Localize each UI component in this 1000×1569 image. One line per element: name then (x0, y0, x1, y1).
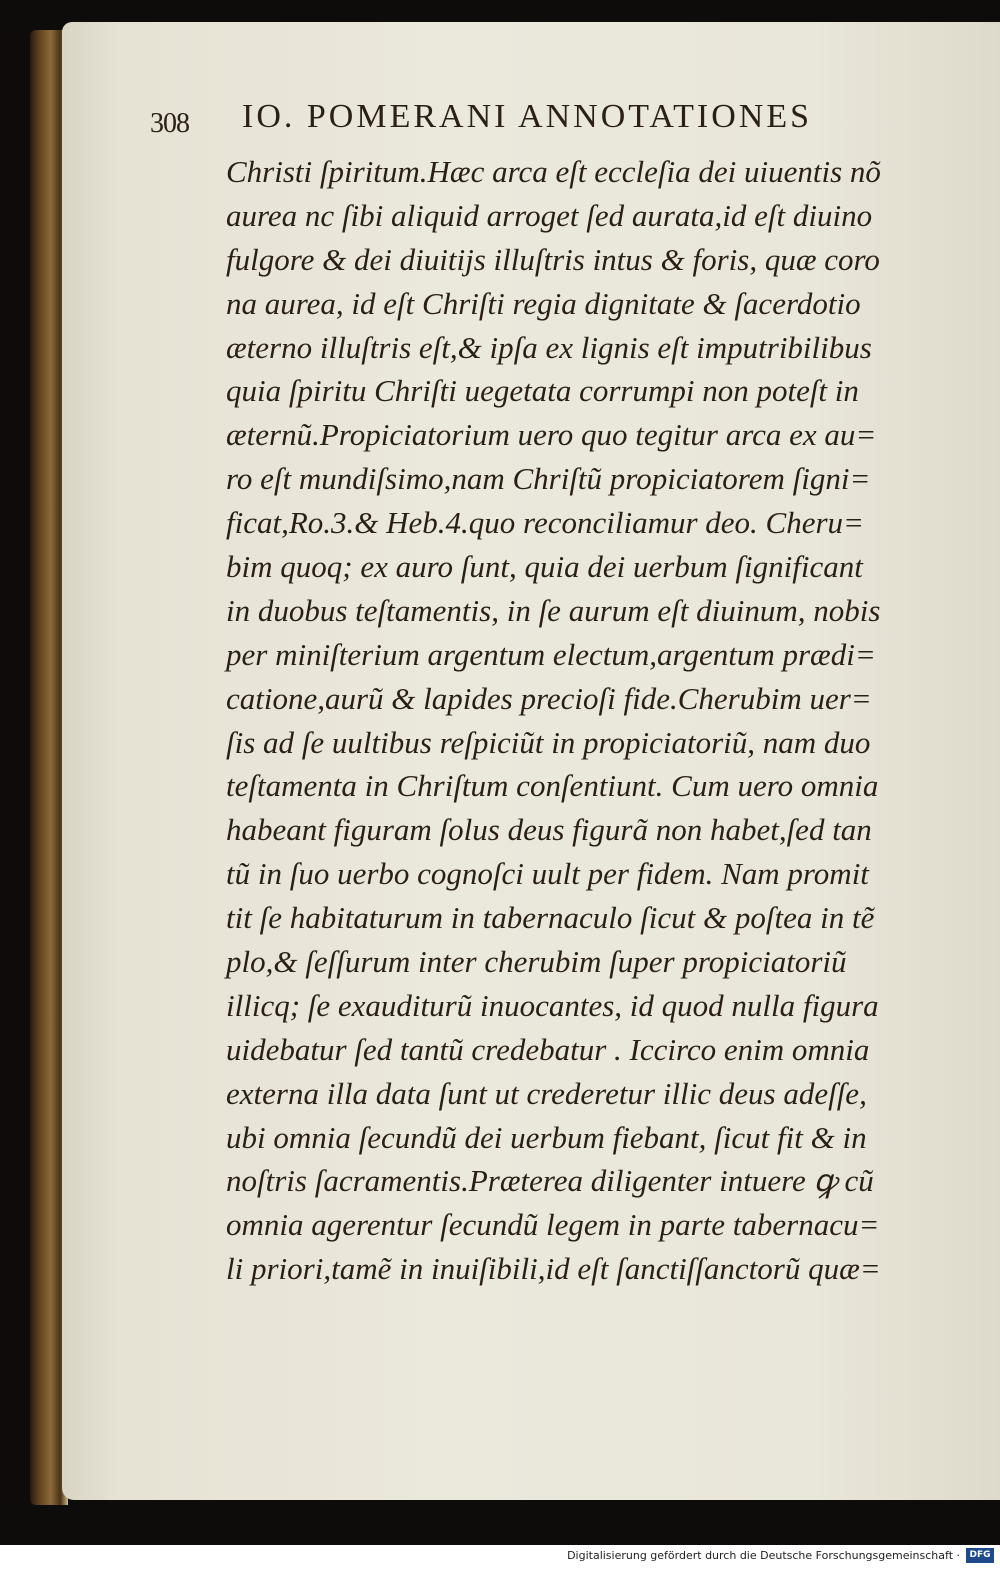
text-line: aurea nc ſibi aliquid arroget ſed aurata,id eſt diuino (226, 197, 873, 233)
text-line: li priori,tamẽ in inuiſibili,id eſt ſanctiſſanctorũ quæ= (226, 1251, 881, 1287)
page-number: 308 (150, 108, 189, 139)
text-line: illicq; ſe exauditurũ inuocantes, id quod nulla figura (226, 987, 879, 1023)
text-line: ro eſt mundiſsimo,nam Chriſtũ propiciatorem ſigni= (226, 461, 871, 497)
page-header (150, 96, 890, 146)
text-line: æterno illuſtris eſt,& ipſa ex lignis eſt imputribilibus (226, 329, 872, 365)
text-line: fulgore & dei diuitijs illuſtris intus & foris, quæ coro (226, 241, 880, 277)
running-head: IO. POMERANI ANNOTATIONES (242, 98, 812, 135)
text-line: tũ in ſuo uerbo cognoſci uult per fidem. Nam promit (226, 856, 869, 892)
text-line: teſtamenta in Chriſtum conſentiunt. Cum uero omnia (226, 768, 879, 804)
text-line: habeant figuram ſolus deus figurã non habet,ſed tan (226, 812, 872, 848)
text-line: per miniſterium argentum electum,argentum prædi= (226, 636, 876, 672)
body-text (226, 150, 916, 1291)
text-line: tit ſe habitaturum in tabernaculo ſicut & poſtea in tẽ (226, 900, 875, 936)
text-line: bim quoq; ex auro ſunt, quia dei uerbum ſignificant (226, 549, 863, 585)
text-line: quia ſpiritu Chriſti uegetata corrumpi non poteſt in (226, 373, 859, 409)
text-line: ſis ad ſe uultibus reſpiciũt in propiciatoriũ, nam duo (226, 724, 871, 760)
text-line: plo,& ſeſſurum inter cherubim ſuper propiciatoriũ (226, 944, 847, 980)
text-line: omnia agerentur ſecundũ legem in parte tabernacu= (226, 1207, 880, 1243)
text-line: ficat,Ro.3.& Heb.4.quo reconciliamur deo. Cheru= (226, 505, 864, 541)
text-line: na aurea, id eſt Chriſti regia dignitate & ſacerdotio (226, 285, 861, 321)
text-line: externa illa data ſunt ut crederetur illic deus adeſſe, (226, 1075, 867, 1111)
footer-bar (0, 1545, 1000, 1569)
text-line: ubi omnia ſecundũ dei uerbum fiebant, ſicut fit & in (226, 1119, 867, 1155)
text-line: in duobus teſtamentis, in ſe aurum eſt diuinum, nobis (226, 592, 881, 628)
text-line: catione,aurũ & lapides precioſi fide.Cherubim uer= (226, 680, 872, 716)
text-line: noſtris ſacramentis.Præterea diligenter intuere ꝙ cũ (226, 1163, 874, 1199)
dfg-logo: DFG (966, 1548, 994, 1563)
text-line: uidebatur ſed tantũ credebatur . Iccirco enim omnia (226, 1031, 870, 1067)
text-line: æternũ.Propiciatorium uero quo tegitur arca ex au= (226, 417, 877, 453)
funding-credit: Digitalisierung gefördert durch die Deutsche Forschungsgemeinschaft · (567, 1549, 960, 1562)
text-line: Christi ſpiritum.Hæc arca eſt eccleſia dei uiuentis nõ (226, 154, 881, 189)
